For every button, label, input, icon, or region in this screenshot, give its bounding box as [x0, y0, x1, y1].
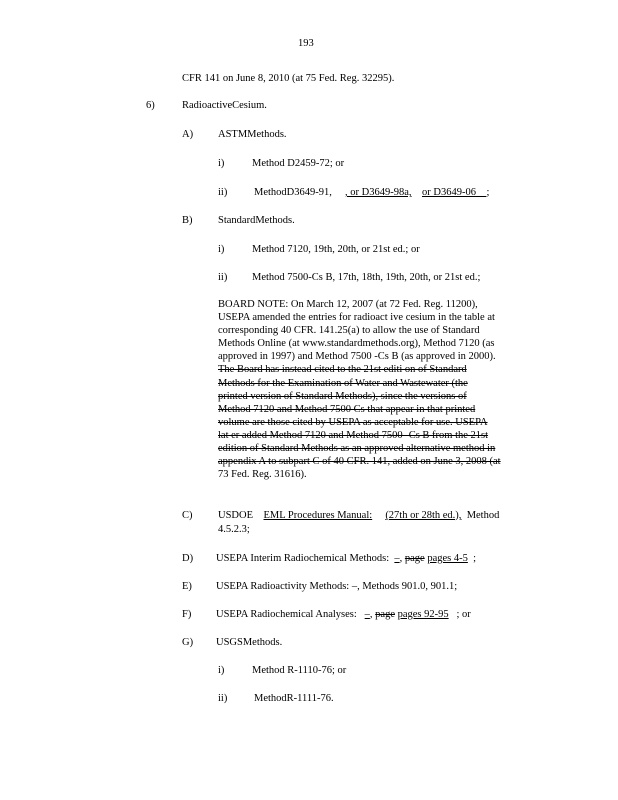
intro-line: CFR 141 on June 8, 2010 (at 75 Fed. Reg. 32295). — [182, 73, 395, 84]
item-g-label: G) — [182, 637, 194, 648]
item-e-label: E) — [182, 581, 192, 592]
struck-line: volume are those cited by USEPA as acceptable for use. USEPA — [218, 416, 488, 428]
item-g-i-text: Method R-1110-76; or — [252, 665, 347, 676]
d-struck: page — [404, 553, 425, 564]
item-b-label: B) — [182, 215, 193, 226]
item-c-text — [218, 510, 499, 521]
method-d3649-91: MethodD3649-91, — [254, 187, 332, 198]
section-number: 6) — [146, 100, 155, 111]
note-line: USEPA amended the entries for radioact ive cesium in the table at — [218, 312, 495, 324]
note-line: BOARD NOTE: On March 12, 2007 (at 72 Fed. Reg. 11200), — [218, 299, 478, 310]
board-note — [218, 298, 534, 481]
struck-line: Method 7120 and Method 7500 Cs that appear in that printed — [218, 403, 476, 415]
method-d3649-06: or D3649-06 — [422, 187, 476, 198]
usdoe: USDOE — [218, 510, 254, 521]
item-a-title: ASTMMethods. — [218, 129, 287, 140]
note-line: corresponding 40 CFR. 141.25(a) to allow the use of Standard — [218, 325, 480, 337]
item-f-text: USEPA Radiochemical Analyses: –, page pages 92-95 ; or — [216, 609, 471, 620]
semicolon: ; — [486, 187, 490, 198]
item-f-label: F) — [182, 609, 192, 620]
f-pages: pages 92-95 — [397, 609, 449, 620]
struck-line: edition of Standard Methods as an approved alternative method in — [218, 443, 496, 455]
item-b-ii-label: ii) — [218, 272, 228, 283]
edition: (27th or 28th ed.), — [385, 510, 462, 521]
eml-manual: EML Procedures Manual: — [263, 510, 373, 521]
item-g-title: USGSMethods. — [216, 637, 283, 648]
struck-line: Methods for the Examination of Water and Wastewater (the — [218, 377, 468, 389]
f-struck: page — [375, 609, 395, 620]
page-number: 193 — [298, 38, 314, 49]
item-g-i-label: i) — [218, 665, 225, 676]
d-pages: pages 4-5 — [427, 553, 468, 564]
item-b-title: StandardMethods. — [218, 215, 295, 226]
struck-line: The Board has instead cited to the 21st editi on of Standard — [218, 364, 467, 376]
note-line: approved in 1997) and Method 7500 -Cs B (as approved in 2000). — [218, 351, 496, 363]
item-d-label: D) — [182, 553, 194, 564]
item-a-ii-text — [254, 187, 489, 198]
note-line: 73 Fed. Reg. 31616). — [218, 469, 307, 481]
item-a-label: A) — [182, 129, 194, 140]
item-b-ii-text: Method 7500-Cs B, 17th, 18th, 19th, 20th, or 21st ed.; — [252, 272, 481, 283]
f-main: USEPA Radiochemical Analyses: — [216, 609, 357, 620]
item-b-i-text: Method 7120, 19th, 20th, or 21st ed.; or — [252, 244, 420, 255]
d-end: ; — [473, 553, 477, 564]
item-e-text: USEPA Radioactivity Methods: –, Methods 901.0, 901.1; — [216, 581, 458, 592]
f-end: ; or — [456, 609, 471, 620]
item-a-i-text: Method D2459-72; or — [252, 158, 345, 169]
item-g-ii-label: ii) — [218, 693, 228, 704]
d-main: USEPA Interim Radiochemical Methods: — [216, 553, 390, 564]
note-line: Methods Online (at www.standardmethods.org), Method 7120 (as — [218, 338, 495, 350]
item-b-i-label: i) — [218, 244, 225, 255]
item-a-ii-label: ii) — [218, 187, 228, 198]
item-g-ii-text: MethodR-1111-76. — [254, 693, 334, 704]
section-title: RadioactiveCesium. — [182, 100, 267, 111]
item-a-i-label: i) — [218, 158, 225, 169]
item-c-line2: 4.5.2.3; — [218, 524, 250, 535]
method-d3649-98a: , or D3649-98a, — [345, 187, 412, 198]
struck-line: appendix A to subpart C of 40 CFR. 141, added on June 3, 2008 (at — [218, 456, 501, 468]
struck-line: lat er added Method 7120 and Method 7500 -Cs B from the 21st — [218, 429, 489, 441]
method-word: Method — [466, 510, 500, 521]
item-c-label: C) — [182, 510, 193, 521]
struck-line: printed version of Standard Methods), since the versions of — [218, 390, 467, 402]
item-d-text: USEPA Interim Radiochemical Methods: –, page pages 4-5 ; — [216, 553, 477, 564]
